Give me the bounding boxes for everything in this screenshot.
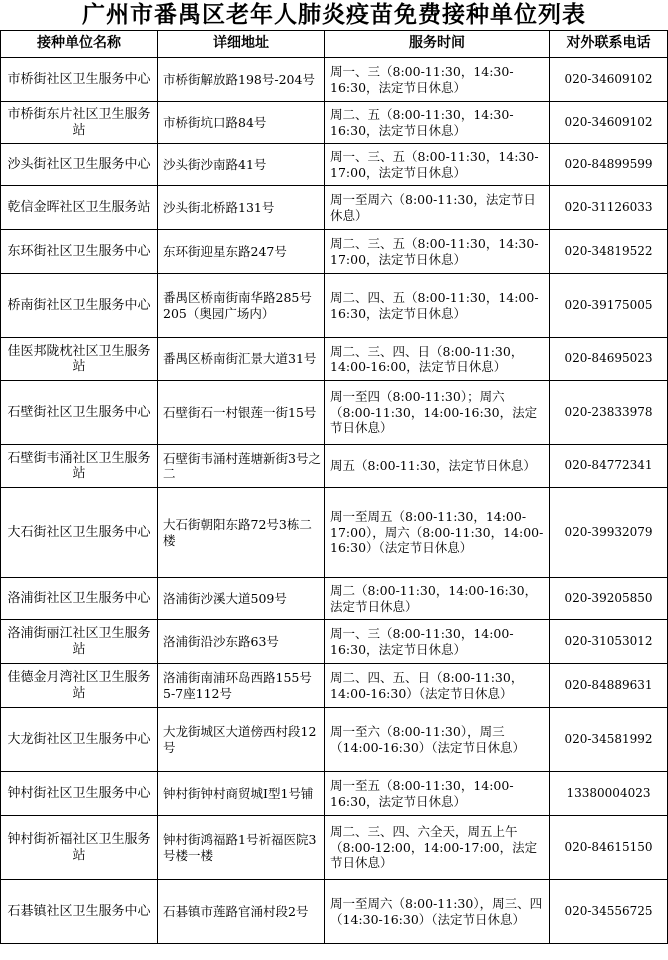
site-phone: 020-34819522 (550, 230, 668, 274)
table-row (1, 488, 668, 578)
site-address: 钟村街鸿福路1号祈福医院3号楼一楼 (158, 816, 325, 880)
table-row (1, 381, 668, 445)
site-phone: 020-39932079 (550, 488, 668, 578)
table-row (1, 708, 668, 772)
table-row (1, 274, 668, 338)
site-phone: 020-84772341 (550, 445, 668, 488)
site-hours: 周一至四（8:00-11:30）；周六（8:00-11:30，14:00-16:30，法定节日休息） (325, 381, 550, 445)
vaccination-sites-table (0, 30, 668, 944)
site-phone: 020-34609102 (550, 102, 668, 144)
site-name: 石碁镇社区卫生服务中心 (1, 880, 158, 944)
site-phone: 020-39175005 (550, 274, 668, 338)
site-name: 钟村街祈福社区卫生服务站 (1, 816, 158, 880)
site-address: 大石街朝阳东路72号3栋二楼 (158, 488, 325, 578)
site-hours: 周一至六（8:00-11:30），周三（14:00-16:30）（法定节日休息） (325, 708, 550, 772)
table-row (1, 58, 668, 102)
site-name: 大龙街社区卫生服务中心 (1, 708, 158, 772)
site-address: 钟村街钟村商贸城I型1号铺 (158, 772, 325, 816)
table-header-row (1, 31, 668, 58)
table-row (1, 144, 668, 186)
table-row (1, 186, 668, 230)
site-name: 洛浦街丽江社区卫生服务站 (1, 620, 158, 664)
site-hours: 周二、四、五（8:00-11:30，14:00-16:30，法定节日休息） (325, 274, 550, 338)
site-hours: 周一、三、五（8:00-11:30，14:30-17:00，法定节日休息） (325, 144, 550, 186)
site-address: 番禺区桥南街汇景大道31号 (158, 338, 325, 381)
site-address: 东环街迎星东路247号 (158, 230, 325, 274)
site-hours: 周一至周六（8:00-11:30，法定节日休息） (325, 186, 550, 230)
site-address: 石壁街韦涌村莲塘新街3号之二 (158, 445, 325, 488)
site-name: 市桥街社区卫生服务中心 (1, 58, 158, 102)
site-hours: 周二、五（8:00-11:30，14:30-16:30，法定节日休息） (325, 102, 550, 144)
table-row (1, 230, 668, 274)
site-address: 洛浦街沙溪大道509号 (158, 578, 325, 620)
site-name: 东环街社区卫生服务中心 (1, 230, 158, 274)
site-address: 番禺区桥南街南华路285号205（奥园广场内） (158, 274, 325, 338)
site-name: 洛浦街社区卫生服务中心 (1, 578, 158, 620)
site-phone: 020-34581992 (550, 708, 668, 772)
site-name: 沙头街社区卫生服务中心 (1, 144, 158, 186)
header-address: 详细地址 (158, 31, 325, 58)
site-hours: 周二（8:00-11:30，14:00-16:30，法定节日休息） (325, 578, 550, 620)
site-hours: 周一至周六（8:00-11:30），周三、四（14:30-16:30）（法定节日休息） (325, 880, 550, 944)
site-hours: 周一至周五（8:00-11:30，14:00-17:00），周六（8:00-11:30，14:00-16:30）（法定节日休息） (325, 488, 550, 578)
site-hours: 周二、三、四、日（8:00-11:30，14:00-16:00，法定节日休息） (325, 338, 550, 381)
site-name: 市桥街东片社区卫生服务站 (1, 102, 158, 144)
site-phone: 13380004023 (550, 772, 668, 816)
site-hours: 周二、四、五、日（8:00-11:30，14:00-16:30）（法定节日休息） (325, 664, 550, 708)
site-address: 石壁街石一村银莲一街15号 (158, 381, 325, 445)
site-name: 钟村街社区卫生服务中心 (1, 772, 158, 816)
table-row (1, 880, 668, 944)
site-address: 沙头街北桥路131号 (158, 186, 325, 230)
site-phone: 020-31053012 (550, 620, 668, 664)
site-address: 洛浦街南浦环岛西路155号5-7座112号 (158, 664, 325, 708)
site-address: 沙头街沙南路41号 (158, 144, 325, 186)
site-phone: 020-84695023 (550, 338, 668, 381)
header-site-name: 接种单位名称 (1, 31, 158, 58)
table-row (1, 445, 668, 488)
table-row (1, 772, 668, 816)
table-row (1, 664, 668, 708)
site-hours: 周一、三（8:00-11:30，14:00-16:30，法定节日休息） (325, 620, 550, 664)
site-name: 佳德金月湾社区卫生服务站 (1, 664, 158, 708)
site-phone: 020-34556725 (550, 880, 668, 944)
table-row (1, 816, 668, 880)
site-name: 佳医邦陇枕社区卫生服务站 (1, 338, 158, 381)
site-address: 市桥街坑口路84号 (158, 102, 325, 144)
site-phone: 020-84889631 (550, 664, 668, 708)
site-phone: 020-84899599 (550, 144, 668, 186)
site-hours: 周一至五（8:00-11:30，14:00-16:30，法定节日休息） (325, 772, 550, 816)
site-hours: 周一、三（8:00-11:30，14:30-16:30，法定节日休息） (325, 58, 550, 102)
table-row (1, 338, 668, 381)
site-address: 市桥街解放路198号-204号 (158, 58, 325, 102)
site-hours: 周二、三、四、六全天，周五上午（8:00-12:00，14:00-17:00，法定节日休息） (325, 816, 550, 880)
page-title: 广州市番禺区老年人肺炎疫苗免费接种单位列表 (82, 2, 586, 28)
site-address: 洛浦街沿沙东路63号 (158, 620, 325, 664)
site-name: 大石街社区卫生服务中心 (1, 488, 158, 578)
site-phone: 020-31126033 (550, 186, 668, 230)
site-name: 石壁街韦涌社区卫生服务站 (1, 445, 158, 488)
site-phone: 020-23833978 (550, 381, 668, 445)
site-name: 石壁街社区卫生服务中心 (1, 381, 158, 445)
site-hours: 周二、三、五（8:00-11:30，14:30-17:00，法定节日休息） (325, 230, 550, 274)
table-row (1, 578, 668, 620)
table-row (1, 620, 668, 664)
header-phone: 对外联系电话 (550, 31, 668, 58)
site-phone: 020-39205850 (550, 578, 668, 620)
site-address: 石碁镇市莲路官涌村段2号 (158, 880, 325, 944)
site-name: 乾信金晖社区卫生服务站 (1, 186, 158, 230)
site-name: 桥南街社区卫生服务中心 (1, 274, 158, 338)
site-hours: 周五（8:00-11:30，法定节日休息） (325, 445, 550, 488)
table-row (1, 102, 668, 144)
header-service-hours: 服务时间 (325, 31, 550, 58)
site-phone: 020-34609102 (550, 58, 668, 102)
site-phone: 020-84615150 (550, 816, 668, 880)
site-address: 大龙街城区大道傍西村段12号 (158, 708, 325, 772)
